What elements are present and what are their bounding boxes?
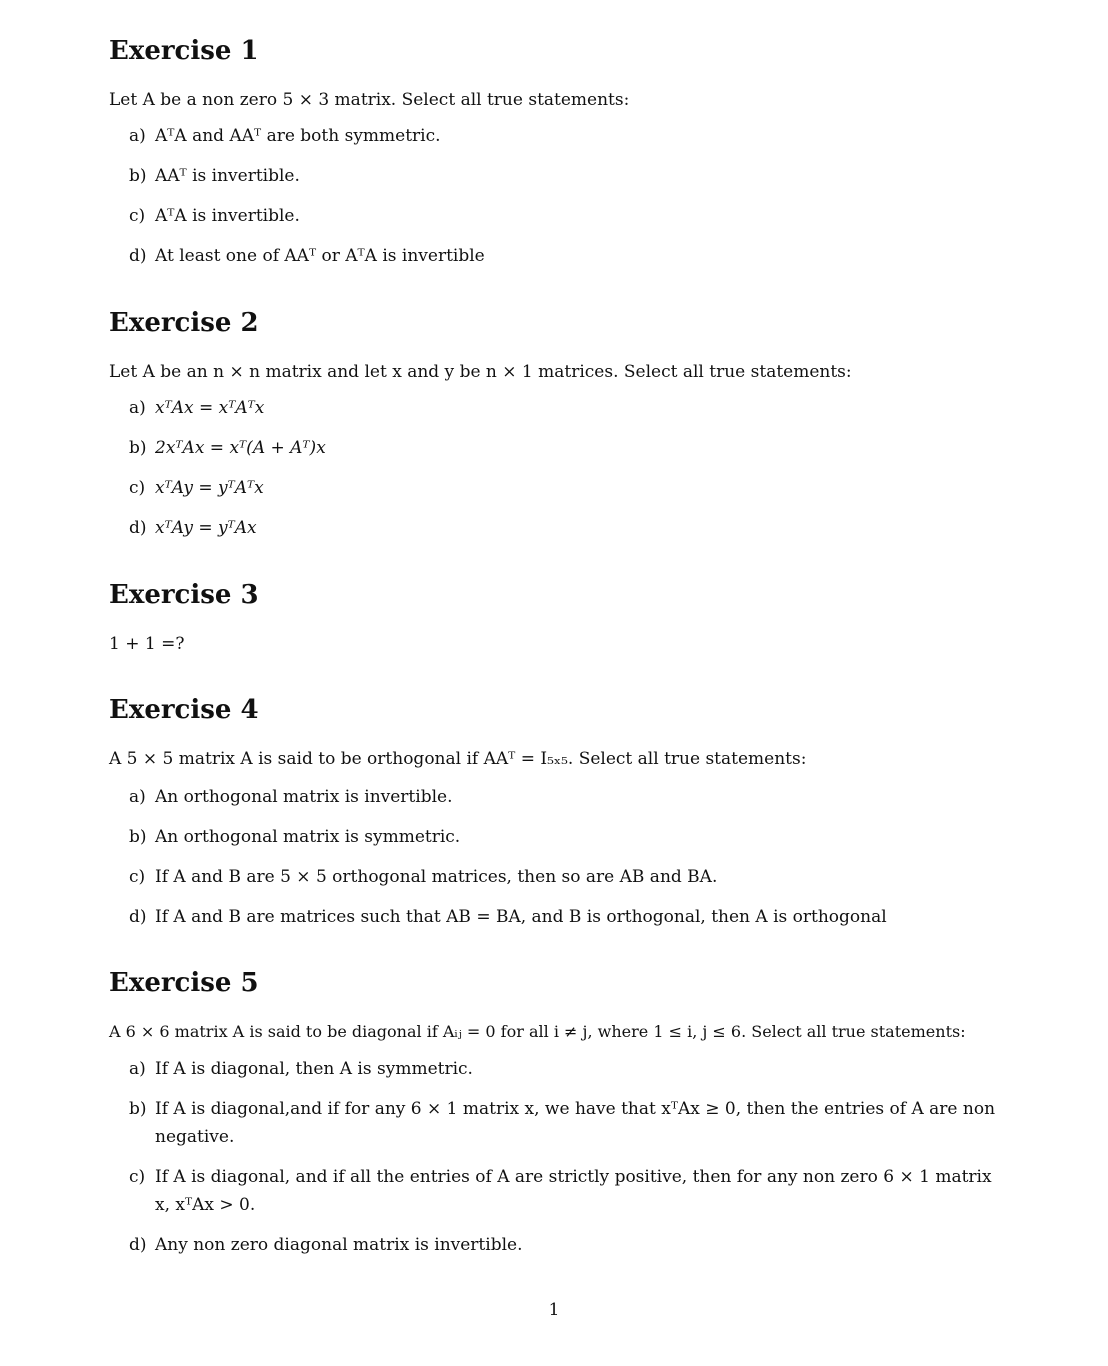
statement-text: If A is diagonal,and if for any 6 × 1 matrix x, we have that xᵀAx ≥ 0, then the entries of A are non negative. (155, 1099, 996, 1147)
exercise-intro: Let A be an n × n matrix and let x and y be n × 1 matrices. Select all true statements: (109, 362, 852, 382)
statement-label: c) (129, 206, 146, 226)
exercise-intro: A 5 × 5 matrix A is said to be orthogonal if AAᵀ = I₅ₓ₅. Select all true statements: (109, 749, 807, 769)
statement-c (129, 474, 1009, 502)
statement-label: d) (129, 1235, 147, 1255)
page-number: 1 (548, 1300, 560, 1320)
statement-a (129, 122, 1009, 150)
exercise-title: Exercise 5 (109, 968, 259, 998)
statement-label: d) (129, 518, 147, 538)
statement-text: 2xᵀAx = xᵀ(A + Aᵀ)x (155, 438, 326, 458)
statement-label: d) (129, 246, 147, 266)
statement-label: b) (129, 438, 147, 458)
exercise-2 (109, 308, 1009, 538)
statement-label: a) (129, 1059, 146, 1079)
statement-a (129, 1055, 1009, 1083)
statement-label: a) (129, 126, 146, 146)
exercise-intro: 1 + 1 =? (109, 634, 185, 654)
statement-d (129, 242, 1009, 270)
statement-text: An orthogonal matrix is invertible. (155, 787, 453, 807)
statement-text: If A and B are matrices such that AB = BA, and B is orthogonal, then A is orthogonal (155, 907, 887, 927)
statement-label: b) (129, 1099, 147, 1119)
statement-text: An orthogonal matrix is symmetric. (155, 827, 461, 847)
exercise-intro: A 6 × 6 matrix A is said to be diagonal if Aᵢⱼ = 0 for all i ≠ j, where 1 ≤ i, j ≤ 6. Select all true statements: (109, 1022, 966, 1041)
statement-c (129, 1163, 1009, 1219)
statement-d (129, 514, 1009, 542)
statement-label: a) (129, 398, 146, 418)
statement-a (129, 394, 1009, 422)
statement-text: xᵀAy = yᵀAᵀx (155, 478, 264, 498)
statement-c (129, 202, 1009, 230)
statement-label: b) (129, 166, 147, 186)
exercise-3 (109, 580, 1009, 654)
statement-d (129, 903, 1009, 931)
statement-text: AᵀA and AAᵀ are both symmetric. (155, 126, 441, 146)
exercise-5 (109, 968, 1009, 1255)
statement-label: c) (129, 478, 146, 498)
statement-c (129, 863, 1009, 891)
exercise-1 (109, 36, 1009, 266)
statement-text: If A is diagonal, then A is symmetric. (155, 1059, 473, 1079)
statement-text: AAᵀ is invertible. (155, 166, 300, 186)
statement-b (129, 434, 1009, 462)
statement-text: AᵀA is invertible. (155, 206, 300, 226)
statement-label: c) (129, 1167, 146, 1187)
statement-text: At least one of AAᵀ or AᵀA is invertible (155, 246, 485, 266)
statement-d (129, 1231, 1009, 1259)
statement-label: d) (129, 907, 147, 927)
statement-b (129, 162, 1009, 190)
exercise-title: Exercise 2 (109, 308, 259, 338)
statement-text: xᵀAx = xᵀAᵀx (155, 398, 265, 418)
statement-text: If A is diagonal, and if all the entries of A are strictly positive, then for any non zero 6 × 1 matrix x, xᵀAx > 0. (155, 1167, 992, 1215)
statement-label: b) (129, 827, 147, 847)
exercise-4 (109, 695, 1009, 927)
statement-text: Any non zero diagonal matrix is invertible. (155, 1235, 523, 1255)
exercise-title: Exercise 1 (109, 36, 259, 66)
statement-label: c) (129, 867, 146, 887)
exercise-title: Exercise 4 (109, 695, 259, 725)
statement-b (129, 823, 1009, 851)
statement-a (129, 783, 1009, 811)
exercise-intro: Let A be a non zero 5 × 3 matrix. Select all true statements: (109, 90, 630, 110)
exercise-title: Exercise 3 (109, 580, 259, 610)
statement-text: xᵀAy = yᵀAx (155, 518, 257, 538)
statement-text: If A and B are 5 × 5 orthogonal matrices, then so are AB and BA. (155, 867, 718, 887)
statement-b (129, 1095, 1009, 1151)
statement-label: a) (129, 787, 146, 807)
